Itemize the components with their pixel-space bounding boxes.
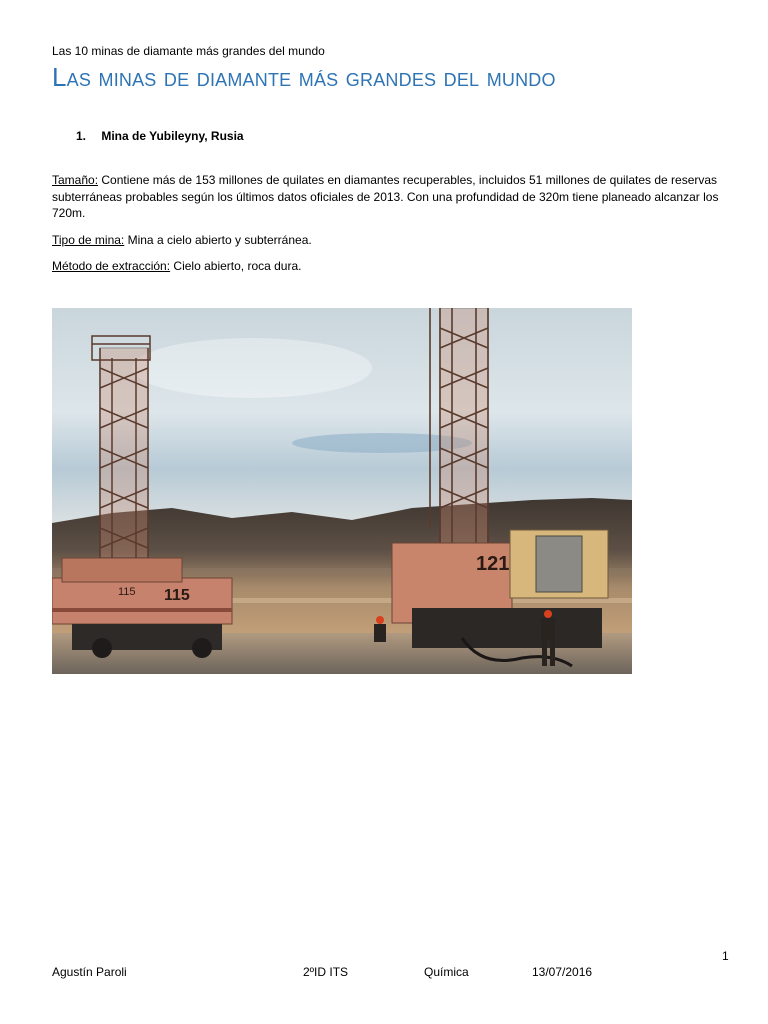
list-item-text: Mina de Yubileyny, Rusia <box>101 129 244 143</box>
size-text: Contiene más de 153 millones de quilates en diamantes recuperables, incluidos 51 millones de quilates de reservas subterráneas probables según los últimos datos oficiales de 2013. Con una profundidad de 320m tiene planeado alcanzar los 720m. <box>52 173 719 220</box>
method-paragraph <box>52 258 724 275</box>
mine-type-text: Mina a cielo abierto y subterránea. <box>124 233 312 247</box>
footer-author: Agustín Paroli <box>52 965 127 979</box>
mine-type-paragraph <box>52 232 724 249</box>
right-rig-number: 121 <box>476 553 510 575</box>
footer-date: 13/07/2016 <box>532 965 593 979</box>
list-number: 1. <box>76 129 87 143</box>
page-title: Las minas de diamante más grandes del mundo <box>52 62 556 92</box>
footer-subject: Química <box>424 965 469 979</box>
method-label: Método de extracción: <box>52 259 171 273</box>
method-text: Cielo abierto, roca dura. <box>170 259 302 273</box>
mine-type-label: Tipo de mina: <box>52 233 125 247</box>
page-number: 1 <box>722 949 729 963</box>
mine-drilling-rigs-photo <box>52 308 632 674</box>
footer-group: 2ºID ITS <box>303 965 349 979</box>
running-header: Las 10 minas de diamante más grandes del mundo <box>52 44 325 58</box>
size-paragraph <box>52 172 724 222</box>
size-label: Tamaño: <box>52 173 99 187</box>
list-item-mine-1 <box>76 129 244 143</box>
left-rig-number-large: 115 <box>164 587 190 604</box>
left-rig-number-small: 115 <box>118 586 136 598</box>
